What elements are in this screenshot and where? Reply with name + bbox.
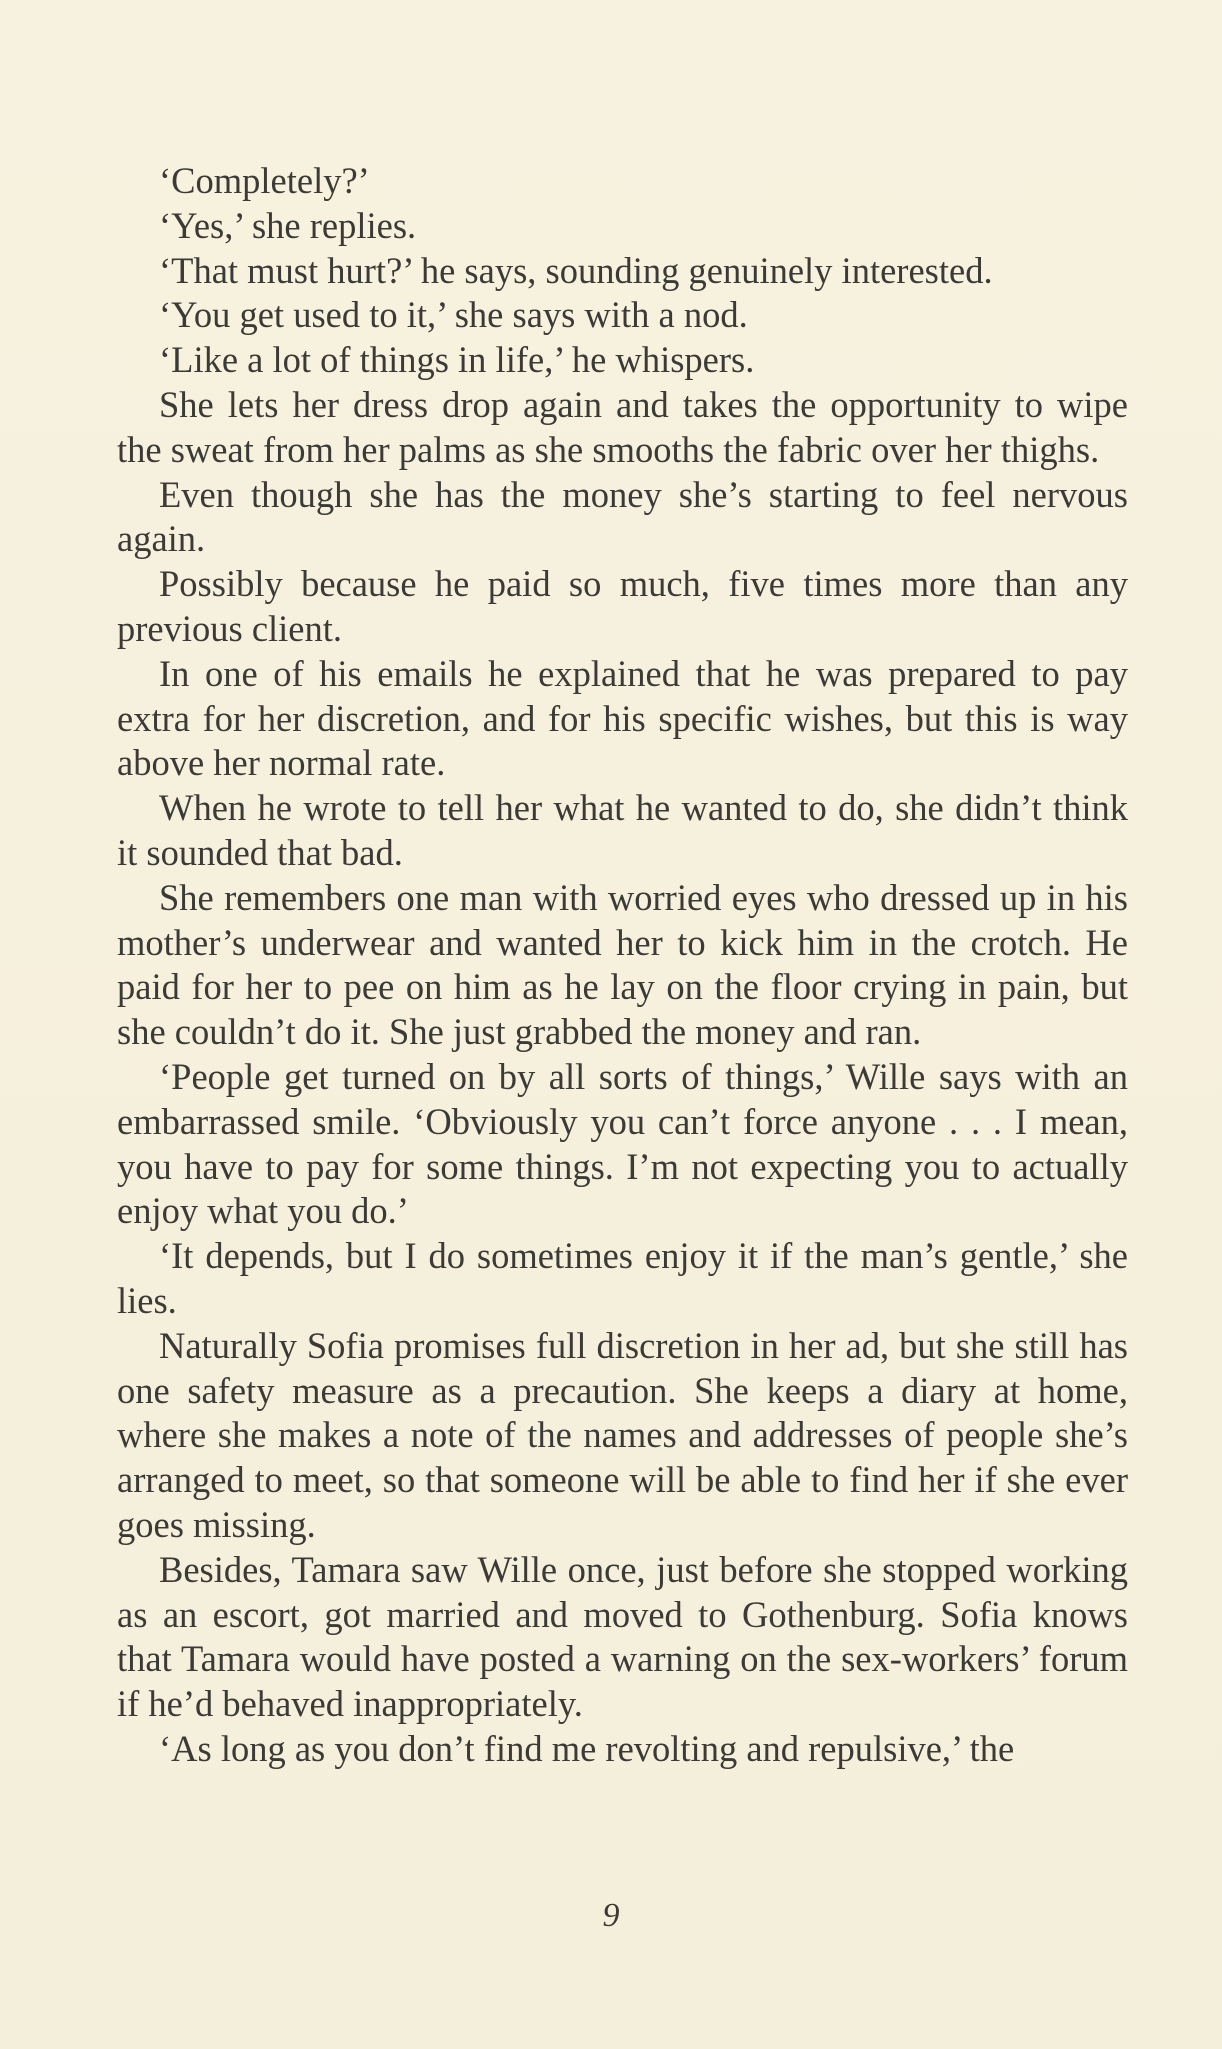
paragraph: ‘Like a lot of things in life,’ he whispers. xyxy=(159,339,755,381)
body-text xyxy=(117,159,1128,1772)
page-number: 9 xyxy=(602,1897,620,1934)
paragraph: ‘That must hurt?’ he says, sounding genuinely interested. xyxy=(159,249,993,291)
paragraph: In one of his emails he explained that he was prepared to pay extra for her discretion, and for his specific wishes, but this is way above her normal rate. xyxy=(117,652,1128,784)
paragraph: When he wrote to tell her what he wanted to do, she didn’t think it sounded that bad. xyxy=(117,787,1128,873)
paragraph: Even though she has the money she’s starting to feel nervous again. xyxy=(117,473,1128,560)
paragraph: ‘You get used to it,’ she says with a nod. xyxy=(159,294,748,336)
paragraph: She lets her dress drop again and takes the opportunity to wipe the sweat from her palms as she smooths the fabric over her thighs. xyxy=(117,383,1128,470)
paragraph: ‘Completely?’ xyxy=(159,160,370,201)
paragraph: ‘People get turned on by all sorts of things,’ Wille says with an embarrassed smile. ‘Obviously you can’t force anyone . . . I mean, you have to pay for some things. I’m not expecting you to actually enjoy what you do.’ xyxy=(117,1055,1128,1232)
paragraph: Possibly because he paid so much, five times more than any previous client. xyxy=(117,563,1128,649)
paragraph: Naturally Sofia promises full discretion in her ad, but she still has one safety measure as a precaution. She keeps a diary at home, where she makes a note of the names and addresses of people she’s arranged to meet, so that someone will be able to find her if she ever goes missing. xyxy=(117,1324,1128,1545)
paragraph: She remembers one man with worried eyes who dressed up in his mother’s underwear and wanted her to kick him in the crotch. He paid for her to pee on him as he lay on the floor crying in pain, but she couldn’t do it. She just grabbed the money and ran. xyxy=(117,876,1128,1053)
paragraph: Besides, Tamara saw Wille once, just before she stopped working as an escort, got married and moved to Gothenburg. Sofia knows that Tamara would have posted a warning on the sex-workers’ forum if he’d behaved inappropriately. xyxy=(117,1548,1128,1725)
paragraph: ‘It depends, but I do sometimes enjoy it if the man’s gentle,’ she lies. xyxy=(117,1235,1128,1321)
paragraph: ‘Yes,’ she replies. xyxy=(159,204,417,246)
paragraph: ‘As long as you don’t find me revolting and repulsive,’ the xyxy=(159,1727,1015,1769)
